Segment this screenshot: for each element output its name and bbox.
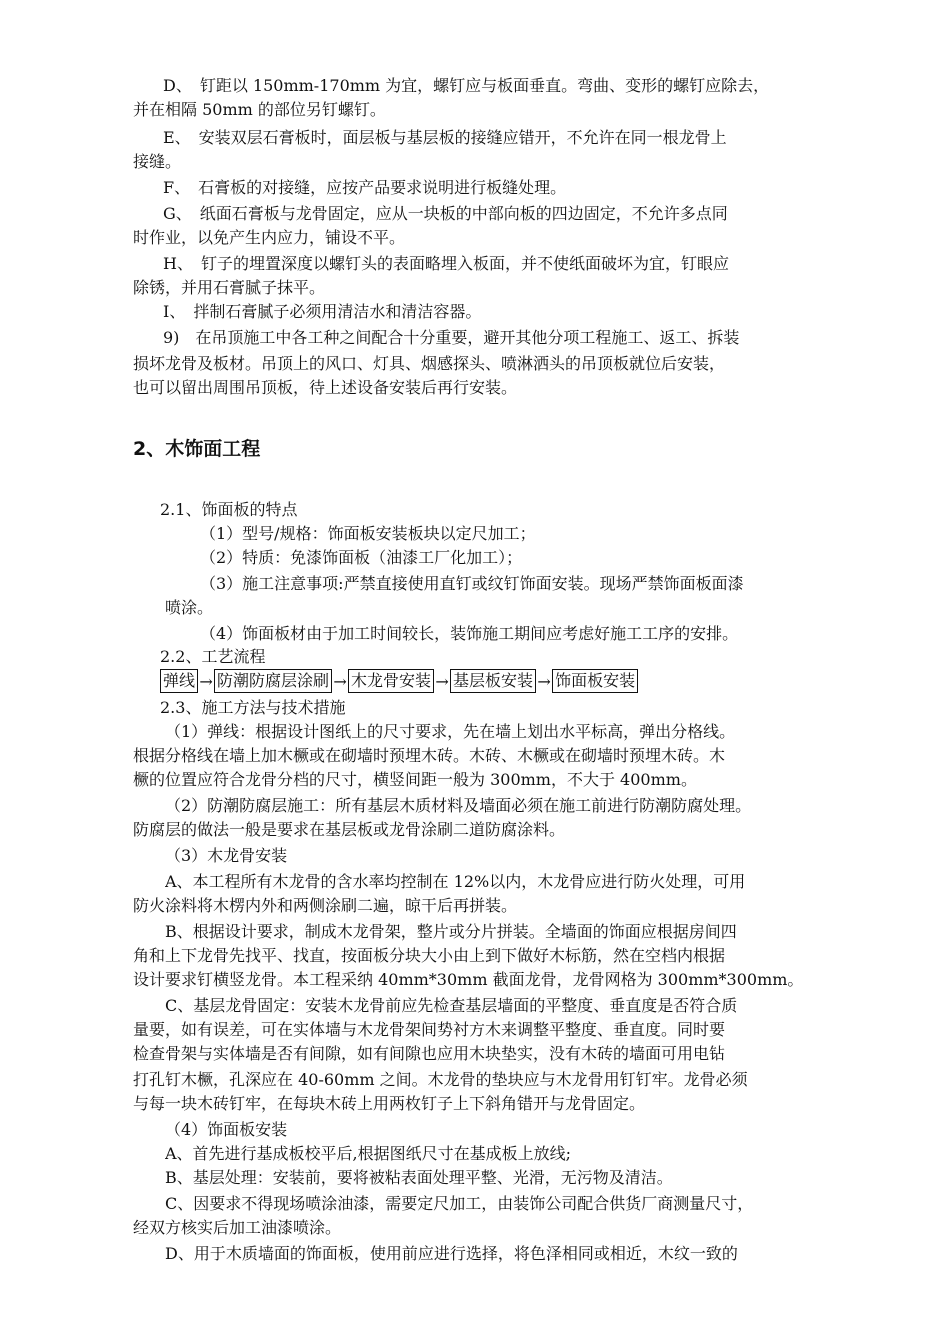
text-line: B、基层处理：安装前，要将被粘表面处理平整、光滑，无污物及清洁。 <box>165 1168 673 1187</box>
text-line: D、 钉距以 150mm-170mm 为宜，螺钉应与板面垂直。弯曲、变形的螺钉应除去， <box>163 76 770 95</box>
text-line: （1）弹线：根据设计图纸上的尺寸要求，先在墙上划出水平标高，弹出分格线。 <box>165 722 736 741</box>
text-line: B、根据设计要求，制成木龙骨架，整片或分片拼装。全墙面的饰面应根据房间四 <box>165 922 737 941</box>
text-line: 除锈，并用石膏腻子抹平。 <box>133 278 326 297</box>
text-line: 并在相隔 50mm 的部位另钉螺钉。 <box>133 100 386 119</box>
process-flow <box>160 668 638 694</box>
text-line: 喷涂。 <box>165 598 214 617</box>
text-line: （2）防潮防腐层施工：所有基层木质材料及墙面必须在施工前进行防潮防腐处理。 <box>165 796 752 815</box>
arrow-right-icon: → <box>199 671 213 691</box>
text-line: 打孔钉木橛，孔深应在 40-60mm 之间。木龙骨的垫块应与木龙骨用钉钉牢。龙骨必须 <box>133 1070 748 1089</box>
text-line: （3）木龙骨安装 <box>165 846 288 865</box>
flow-step: 弹线 <box>160 669 198 693</box>
text-line: 根据分格线在墙上加木橛或在砌墙时预埋木砖。木砖、木橛或在砌墙时预埋木砖。木 <box>133 746 726 765</box>
text-line: 防腐层的做法一般是要求在基层板或龙骨涂刷二道防腐涂料。 <box>133 820 566 839</box>
text-line: 2.1、饰面板的特点 <box>160 500 298 519</box>
text-line: 损坏龙骨及板材。吊顶上的风口、灯具、烟感探头、喷淋洒头的吊顶板就位后安装， <box>133 354 726 373</box>
text-line: （1）型号/规格：饰面板安装板块以定尺加工； <box>200 524 536 543</box>
arrow-right-icon: → <box>537 671 551 691</box>
text-line: F、 石膏板的对接缝，应按产品要求说明进行板缝处理。 <box>163 178 567 197</box>
text-line: 2.3、施工方法与技术措施 <box>160 698 346 717</box>
text-line: 防火涂料将木楞内外和两侧涂刷二遍，晾干后再拼装。 <box>133 896 518 915</box>
text-line: H、 钉子的埋置深度以螺钉头的表面略埋入板面，并不使纸面破坏为宜，钉眼应 <box>163 254 729 273</box>
text-line: 橛的位置应符合龙骨分档的尺寸，横竖间距一般为 300mm，不大于 400mm。 <box>133 770 697 789</box>
flow-step: 饰面板安装 <box>552 669 638 693</box>
text-line: （4）饰面板安装 <box>165 1120 288 1139</box>
text-line: 接缝。 <box>133 152 182 171</box>
text-line: 2.2、工艺流程 <box>160 647 266 666</box>
arrow-right-icon: → <box>333 671 347 691</box>
arrow-right-icon: → <box>435 671 449 691</box>
text-line: 角和上下龙骨先找平、找直，按面板分块大小由上到下做好木标筋，然在空档内根据 <box>133 946 726 965</box>
text-line: （3）施工注意事项:严禁直接使用直钉或纹钉饰面安装。现场严禁饰面板面漆 <box>200 574 744 593</box>
text-line: 量要，如有误差，可在实体墙与木龙骨架间势衬方木来调整平整度、垂直度。同时要 <box>133 1020 726 1039</box>
text-line: （2）特质：免漆饰面板（油漆工厂化加工）； <box>200 548 523 567</box>
section-heading: 2、木饰面工程 <box>133 438 261 460</box>
text-line: C、因要求不得现场喷涂油漆，需要定尺加工，由装饰公司配合供货厂商测量尺寸， <box>165 1194 754 1213</box>
text-line: 检查骨架与实体墙是否有间隙，如有间隙也应用木块垫实，没有木砖的墙面可用电钻 <box>133 1044 726 1063</box>
text-line: 也可以留出周围吊顶板，待上述设备安装后再行安装。 <box>133 378 518 397</box>
text-line: G、 纸面石膏板与龙骨固定，应从一块板的中部向板的四边固定，不允许多点同 <box>163 204 728 223</box>
text-line: I、 拌制石膏腻子必须用清洁水和清洁容器。 <box>163 302 482 321</box>
text-line: 时作业，以免产生内应力，铺设不平。 <box>133 228 406 247</box>
flow-step: 基层板安装 <box>450 669 536 693</box>
text-line: C、基层龙骨固定：安装木龙骨前应先检查基层墙面的平整度、垂直度是否符合质 <box>165 996 738 1015</box>
text-line: 9) 在吊顶施工中各工种之间配合十分重要，避开其他分项工程施工、返工、拆装 <box>163 328 740 347</box>
text-line: A、首先进行基成板校平后,根据图纸尺寸在基成板上放线; <box>165 1144 572 1163</box>
text-line: E、 安装双层石膏板时，面层板与基层板的接缝应错开，不允许在同一根龙骨上 <box>163 128 727 147</box>
flow-step: 木龙骨安装 <box>348 669 434 693</box>
text-line: 经双方核实后加工油漆喷涂。 <box>133 1218 342 1237</box>
flow-step: 防潮防腐层涂刷 <box>214 669 332 693</box>
text-line: 设计要求钉横竖龙骨。本工程采纳 40mm*30mm 截面龙骨，龙骨网格为 300mm*300mm。 <box>133 970 804 989</box>
text-line: A、本工程所有木龙骨的含水率均控制在 12%以内，木龙骨应进行防火处理，可用 <box>165 872 746 891</box>
text-line: D、用于木质墙面的饰面板，使用前应进行选择，将色泽相同或相近，木纹一致的 <box>165 1244 738 1263</box>
text-line: （4）饰面板材由于加工时间较长，装饰施工期间应考虑好施工工序的安排。 <box>200 624 739 643</box>
text-line: 与每一块木砖钉牢，在每块木砖上用两枚钉子上下斜角错开与龙骨固定。 <box>133 1094 646 1113</box>
